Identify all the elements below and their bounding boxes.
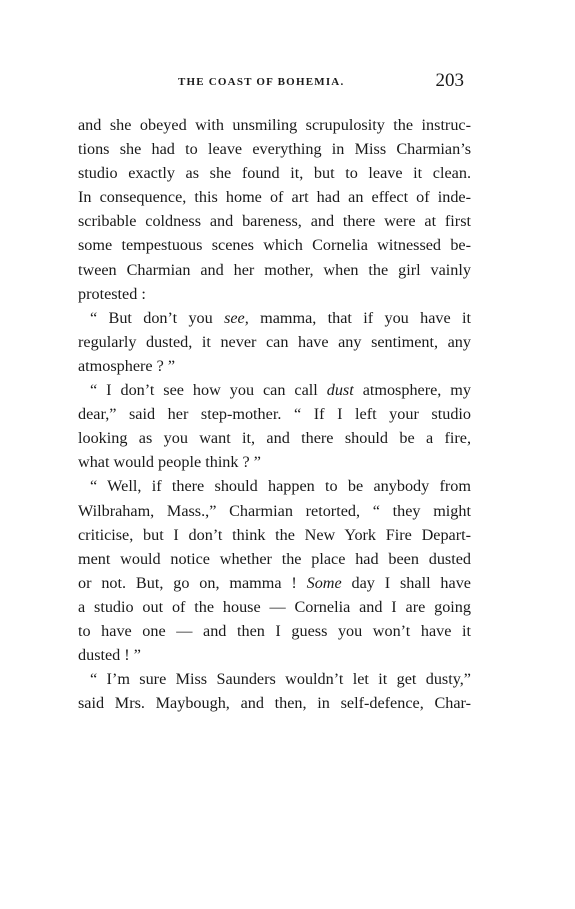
text-segment: looking as you want it, and there should be a fire,: [78, 429, 471, 448]
text-segment: atmosphere, my: [353, 381, 471, 400]
text-segment: “ I don’t see how you can call: [90, 381, 327, 400]
text-segment: some tempestuous scenes which Cornelia witnessed be-: [78, 236, 471, 255]
italic-text: Some: [306, 573, 342, 592]
text-line: [78, 547, 471, 571]
text-line: [78, 691, 471, 715]
text-segment: ment would notice whether the place had been dusted: [78, 549, 471, 568]
text-line: [78, 426, 471, 450]
italic-text: see,: [224, 308, 249, 327]
text-segment: dusted ! ”: [78, 646, 141, 665]
text-line: [78, 619, 471, 643]
text-line: [78, 571, 471, 595]
page-number: 203: [435, 70, 464, 91]
running-head: [78, 70, 470, 94]
text-segment: and she obeyed with unsmiling scrupulosity the instruc-: [78, 116, 471, 134]
text-line: [78, 306, 471, 330]
text-segment: In consequence, this home of art had an effect of inde-: [78, 188, 471, 207]
text-segment: “ But don’t you: [90, 308, 225, 327]
text-segment: studio exactly as she found it, but to leave it clean.: [78, 164, 471, 183]
text-segment: tions she had to leave everything in Miss Charmian’s: [78, 140, 471, 159]
text-line: [78, 161, 471, 185]
text-segment: or not. But, go on, mamma !: [78, 573, 307, 592]
text-line: [78, 330, 471, 354]
text-segment: scribable coldness and bareness, and there were at first: [78, 212, 471, 231]
text-segment: day I shall have: [341, 573, 471, 592]
text-segment: protested :: [78, 284, 146, 303]
text-segment: what would people think ? ”: [78, 453, 261, 472]
text-segment: tween Charmian and her mother, when the girl vainly: [78, 260, 471, 279]
text-line: [78, 258, 471, 282]
text-line: [78, 137, 471, 161]
text-segment: mamma, that if you have it: [248, 308, 471, 327]
text-line: [78, 185, 471, 209]
text-segment: atmosphere ? ”: [78, 356, 176, 375]
text-segment: regularly dusted, it never can have any sentiment, any: [78, 332, 471, 351]
text-segment: said Mrs. Maybough, and then, in self-defence, Char-: [78, 694, 471, 713]
text-segment: to have one — and then I guess you won’t have it: [78, 621, 471, 640]
text-line: [78, 113, 471, 137]
text-segment: “ Well, if there should happen to be anybody from: [90, 477, 471, 496]
text-segment: criticise, but I don’t think the New York Fire Depart-: [78, 525, 471, 544]
running-title: THE COAST OF BOHEMIA.: [178, 76, 345, 88]
text-line: [78, 595, 471, 619]
body-text: [78, 113, 471, 715]
text-segment: dear,” said her step-mother. “ If I left your studio: [78, 405, 471, 424]
text-line: [78, 378, 471, 402]
text-line: [78, 402, 471, 426]
text-line: [78, 233, 471, 257]
italic-text: dust: [326, 381, 354, 400]
text-segment: Wilbraham, Mass.,” Charmian retorted, “ they might: [78, 501, 471, 520]
text-line: [78, 450, 471, 474]
text-line: [78, 474, 471, 498]
text-line: [78, 282, 471, 306]
text-line: [78, 209, 471, 233]
text-line: [78, 643, 471, 667]
text-segment: a studio out of the house — Cornelia and I are going: [78, 597, 471, 616]
text-segment: “ I’m sure Miss Saunders wouldn’t let it get dusty,”: [90, 670, 471, 689]
text-line: [78, 523, 471, 547]
text-line: [78, 667, 471, 691]
text-line: [78, 354, 471, 378]
text-line: [78, 499, 471, 523]
